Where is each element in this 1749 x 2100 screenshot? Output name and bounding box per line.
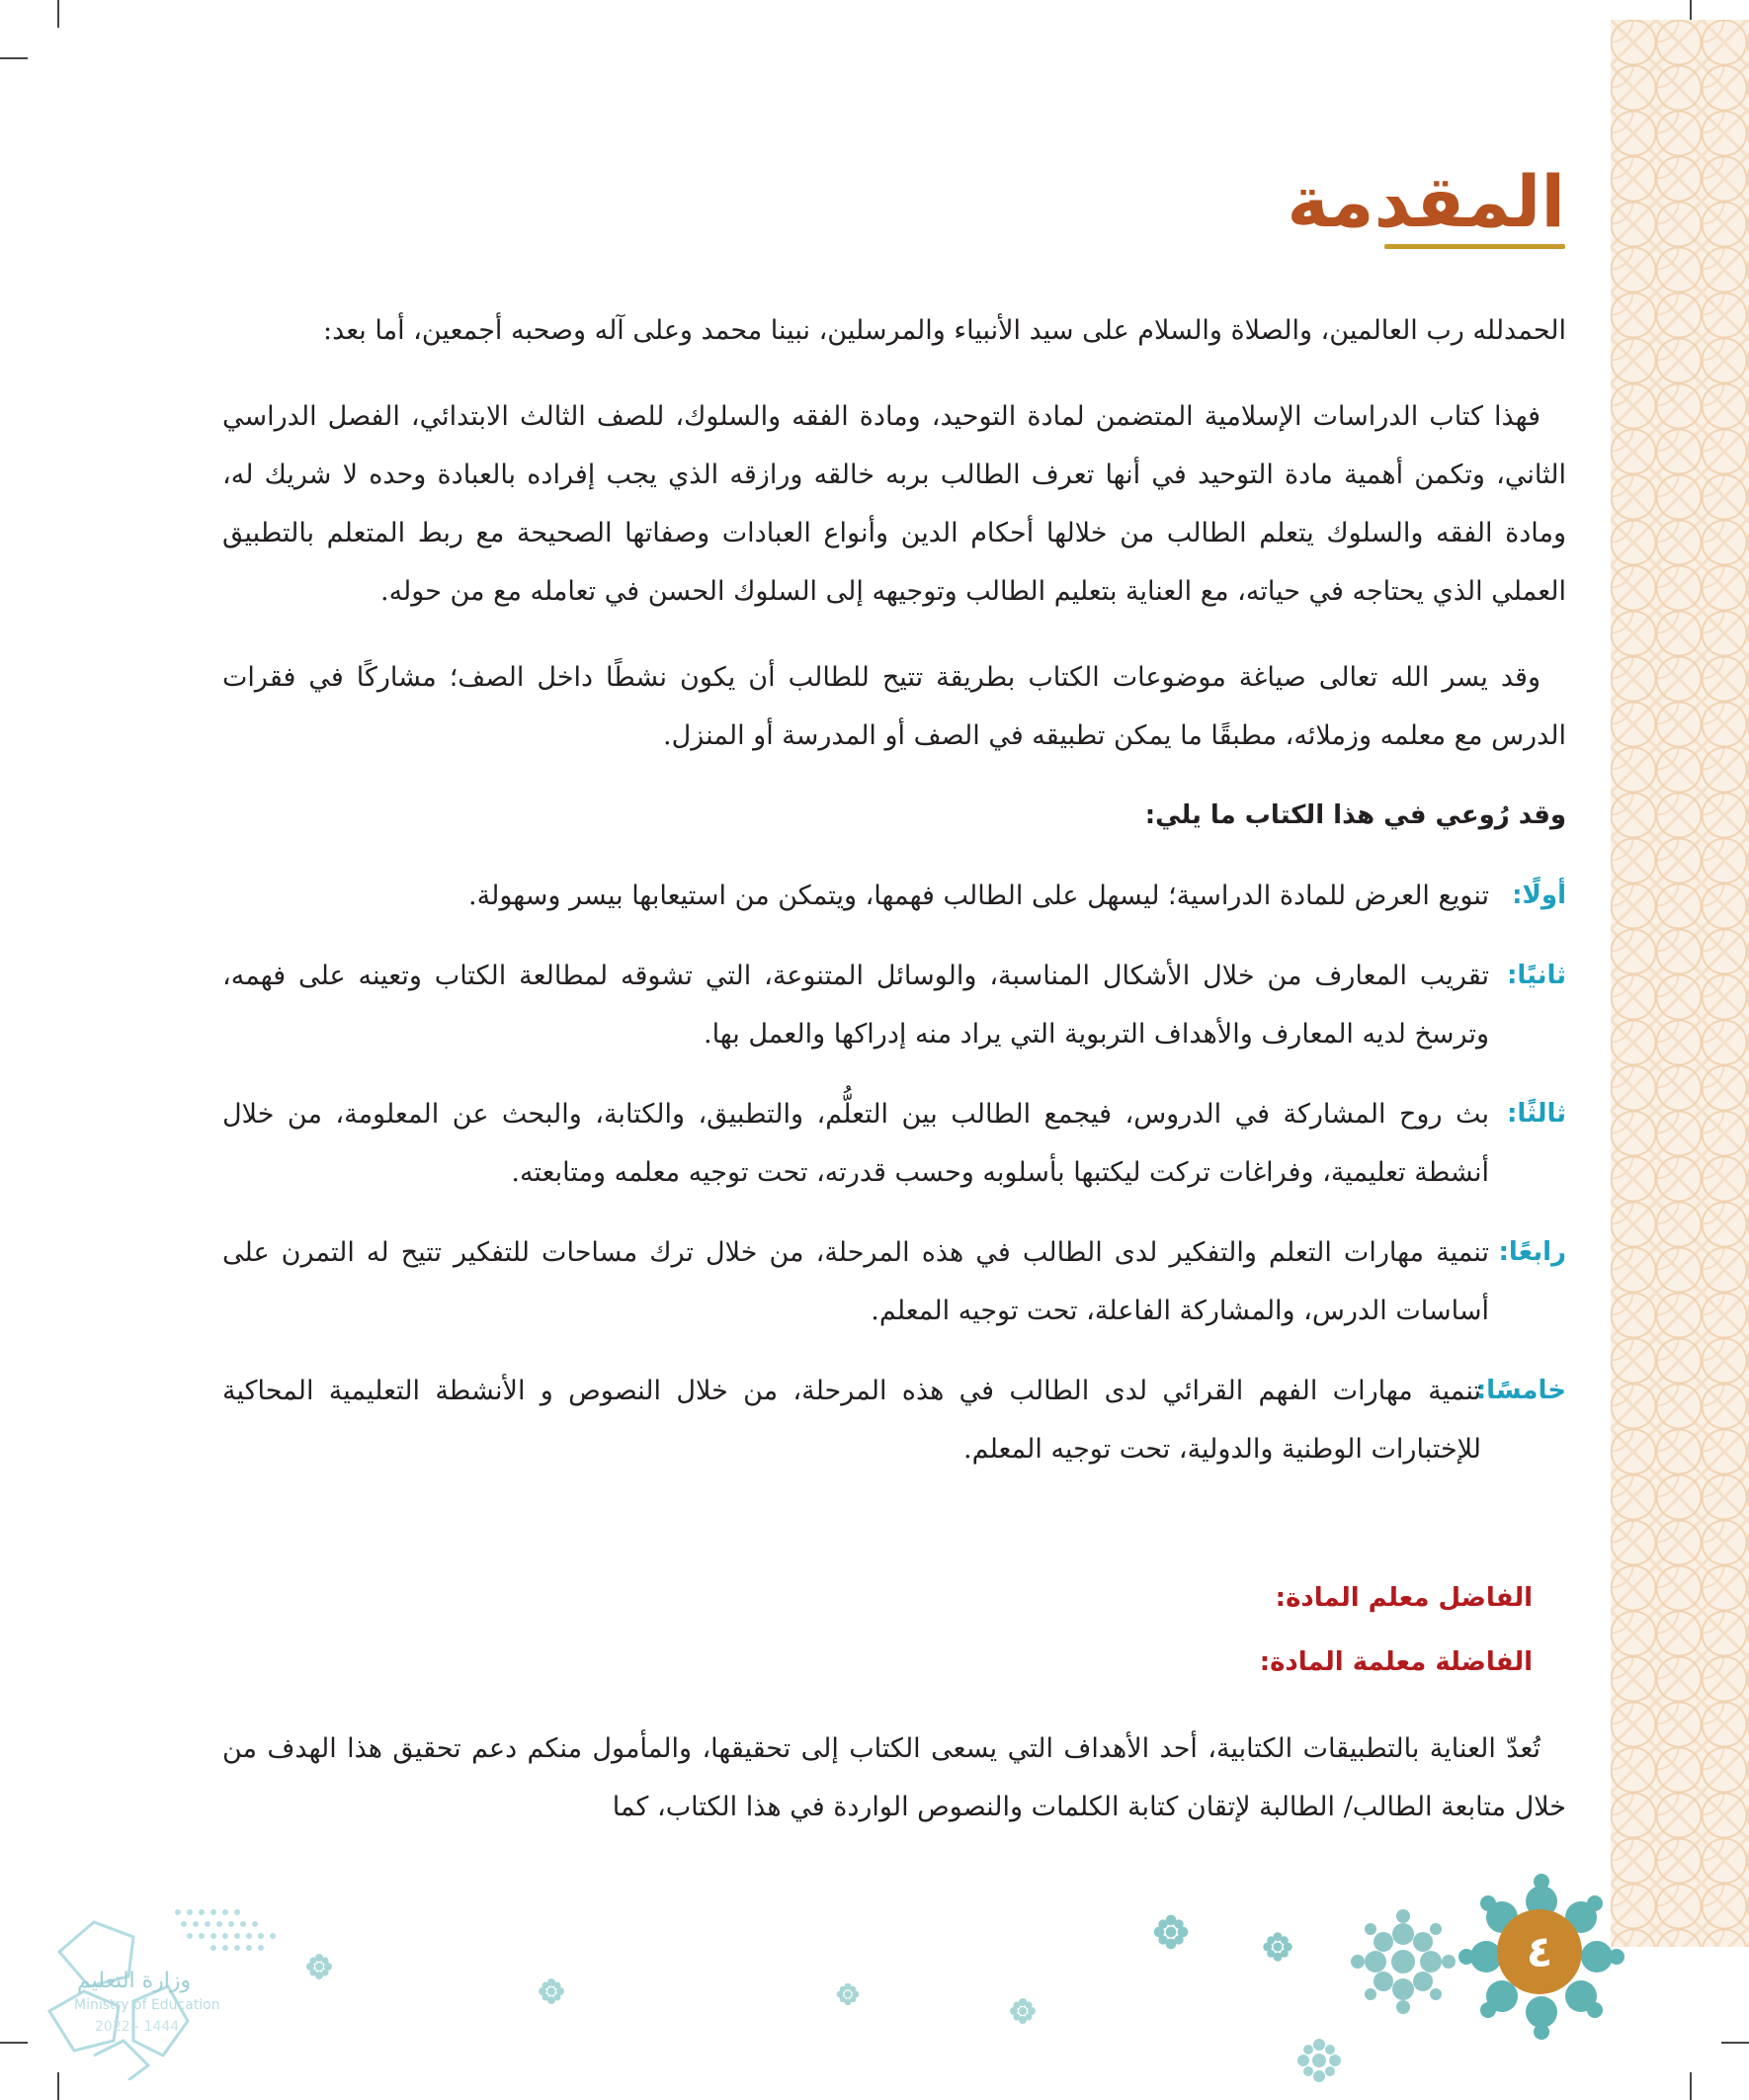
rosette-ornament xyxy=(1290,2031,1349,2090)
consideration-item xyxy=(222,867,1566,925)
crop-mark xyxy=(1721,2042,1749,2044)
consideration-item xyxy=(222,1362,1566,1478)
page-number: ٤ xyxy=(1497,1909,1582,1994)
rosette-ornament xyxy=(1349,1907,1458,2016)
consideration-item xyxy=(222,947,1566,1063)
consideration-text: تنمية مهارات التعلم والتفكير لدى الطالب في هذه المرحلة، من خلال ترك مساحات للتفكير تتيح له التمرن على أساسات الدرس، والمشاركة الفاعلة، تحت توجيه المعلم. xyxy=(222,1237,1489,1326)
rosette-ornament xyxy=(537,1976,566,2006)
ministry-year: 2022 - 1444 xyxy=(95,2019,180,2035)
title-underline xyxy=(1384,244,1565,249)
crop-mark xyxy=(0,2042,28,2044)
consideration-label: ثالثًا: xyxy=(1506,1099,1566,1129)
consideration-text: بث روح المشاركة في الدروس، فيجمع الطالب بين التعلُّم، والتطبيق، والكتابة، والبحث عن المعلومة، من خلال أنشطة تعليمية، وفراغات تركت ليكتبها بأسلوبه وحسب قدرته، تحت توجيه معلمه ومتابعته. xyxy=(222,1099,1489,1188)
main-content xyxy=(222,301,1566,1836)
consideration-item xyxy=(222,1223,1566,1340)
consideration-label: ثانيًا: xyxy=(1506,961,1566,990)
crop-mark xyxy=(57,0,59,28)
intro-paragraph: وقد يسر الله تعالى صياغة موضوعات الكتاب بطريقة تتيح للطالب أن يكون نشطًا داخل الصف؛ مشاركًا في فقرات الدرس مع معلمه وزملائه، مطبقًا ما يمكن تطبيقه في الصف أو المدرسة أو المنزل. xyxy=(222,662,1566,751)
consideration-text: تنمية مهارات الفهم القرائي لدى الطالب في هذه المرحلة، من خلال النصوص و الأنشطة التعليمية المحاكية للإختبارات الوطنية والدولية، تحت توجيه المعلم. xyxy=(222,1376,1481,1465)
rosette-ornament xyxy=(1008,1996,1038,2026)
consideration-label: خامسًا: xyxy=(1475,1376,1566,1405)
consideration-text: تقريب المعارف من خلال الأشكال المناسبة، والوسائل المتنوعة، التي تشوقه لمطالعة الكتاب وتعينه على فهمه، وترسخ لديه المعارف والأهداف التربوية التي يراد منه إدراكها والعمل بها. xyxy=(222,961,1489,1050)
rosette-ornament xyxy=(304,1952,334,1981)
crop-mark xyxy=(1690,2072,1692,2100)
rosette-ornament xyxy=(1261,1930,1294,1964)
page-title: المقدمة xyxy=(1287,160,1565,243)
ministry-name: وزارة التعليم xyxy=(77,1969,192,1993)
opening-line: الحمدلله رب العالمين، والصلاة والسلام على سيد الأنبياء والمرسلين، نبينا محمد وعلى آله وصحبه أجمعين، أما بعد: xyxy=(323,315,1566,346)
teacher-male-heading: الفاضل معلم المادة: xyxy=(1275,1583,1533,1613)
crop-mark xyxy=(0,57,28,59)
rosette-ornament xyxy=(835,1981,861,2007)
rosette-ornament xyxy=(1151,1912,1191,1952)
consideration-label: رابعًا: xyxy=(1498,1237,1566,1267)
ministry-english: Ministry of Education xyxy=(74,1997,220,2013)
considerations-heading: وقد رُوعي في هذا الكتاب ما يلي: xyxy=(1144,800,1566,830)
intro-paragraph: فهذا كتاب الدراسات الإسلامية المتضمن لمادة التوحيد، ومادة الفقه والسلوك، للصف الثالث الابتدائي، الفصل الدراسي الثاني، وتكمن أهمية مادة التوحيد في أنها تعرف الطالب بربه خالقه ورازقه الذي يجب إفراده بالعبادة وحده لا شريك له، ومادة الفقه والسلوك يتعلم الطالب من خلالها أحكام الدين وأنواع العبادات وصفاتها الصحيحة مع ربط المتعلم بالتطبيق العملي الذي يحتاجه في حياته، مع العناية بتعليم الطالب وتوجيهه إلى السلوك الحسن في تعامله مع من حوله. xyxy=(222,401,1566,607)
consideration-item xyxy=(222,1085,1566,1202)
closing-paragraph: تُعدّ العناية بالتطبيقات الكتابية، أحد الأهداف التي يسعى الكتاب إلى تحقيقها، والمأمول منكم دعم تحقيق هذا الهدف من خلال متابعة الطالب/ الطالبة لإتقان كتابة الكلمات والنصوص الواردة في هذا الكتاب، كما xyxy=(222,1733,1566,1822)
decorative-pattern-strip xyxy=(1611,20,1749,1947)
consideration-label: أولًا: xyxy=(1512,881,1566,910)
consideration-text: تنويع العرض للمادة الدراسية؛ ليسهل على الطالب فهمها، ويتمكن من استيعابها بيسر وسهولة. xyxy=(468,881,1489,911)
teacher-female-heading: الفاضلة معلمة المادة: xyxy=(1259,1647,1533,1677)
